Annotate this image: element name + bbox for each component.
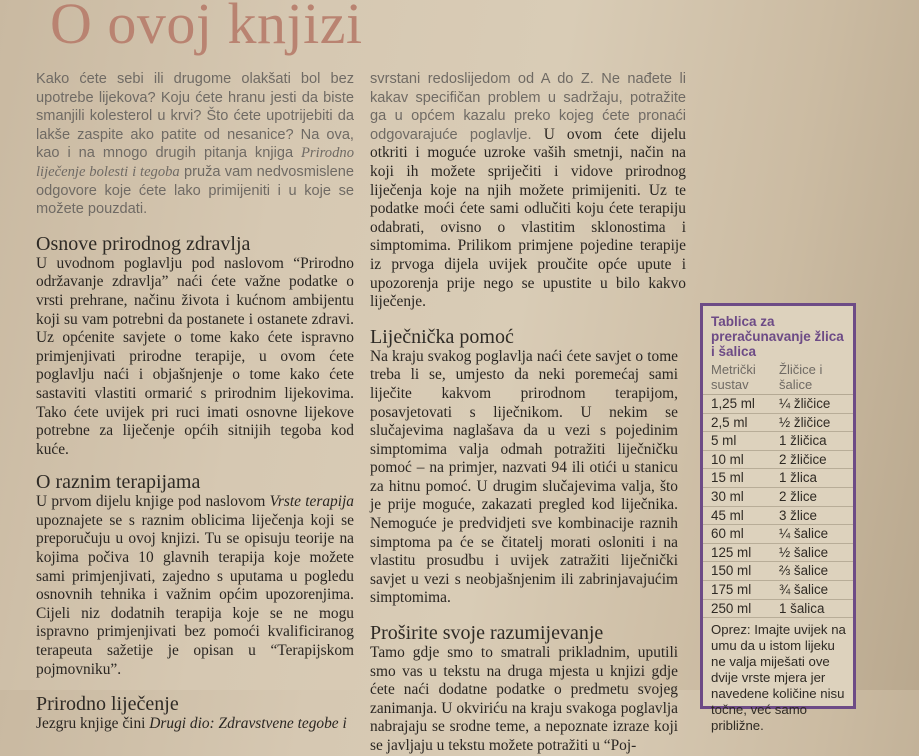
table-row	[703, 432, 853, 451]
table-row	[703, 414, 853, 433]
body-prosirite: Tamo gdje smo to smatrali prikladnim, uputili smo vas u tekstu na druga mjesta u knjizi gdje ćete naći dodatne podatke o predmetu svojeg zanimanja. U okviriću na kraju svakoga poglavlja nabrajaju se srodne teme, a nepoznate izraze koji se javljaju u tekstu možete potražiti u “Poj-	[370, 644, 678, 754]
heading-terapije: O raznim terapijama	[36, 471, 201, 494]
table-row	[703, 469, 853, 488]
body-continued	[370, 70, 686, 312]
spoon-value: ¼ žličice	[779, 396, 831, 411]
table-row	[703, 507, 853, 526]
terapije-em: Vrste terapija	[269, 493, 354, 511]
page-title: O ovoj knjizi	[50, 0, 363, 56]
terapije-text: U prvom dijelu knjige pod naslovom	[36, 493, 270, 511]
metric-value: 45 ml	[711, 507, 744, 523]
body-osnove: U uvodnom poglavlju pod naslovom “Prirodno održavanje zdravlja” naći ćete važne podatke o vrsti prehrane, načinu života i kućnom ambijentu koji su vam potrebni da postanete i ostanete zdravi. Uz općenite savjete o tome kako ćete ispravno primjenjivati prirodne terapije, u ovom ćete poglavlju naći i objašnjenje o tome kako ćete sastaviti vlastiti ormarić s prirodnim lijekovima. Tako ćete uvijek pri ruci imati osnovne lijekove potrebne za liječenje općih sitnijih tegoba kod kuće.	[36, 254, 354, 458]
conversion-table-note: Oprez: Imajte uvijek na umu da u istom lijeku ne valja miješati ove dvije vrste mjera jer navedene količine nisu točne, već samo približne.	[711, 622, 846, 734]
left-column	[36, 70, 354, 734]
table-row	[703, 525, 853, 544]
intro-text-end: pruža vam nedvosmislene odgovore koje ćete lako primijeniti i u koje se možete pouzdati.	[36, 163, 354, 218]
metric-value: 175 ml	[711, 581, 752, 597]
spoon-value: 2 žličice	[779, 451, 827, 467]
conversion-table-header	[703, 362, 853, 395]
spoon-value: 2 žlice	[779, 488, 817, 504]
continued-text: U ovom ćete dijelu otkriti i moguće uzroke vaših smetnji, način na koji ih možete spriječiti i vidove prirodnog liječenja koje na njih možete primijeniti. Uz te podatke moći ćete sami odlučiti koju ćete terapiju odabrati, ovisno o vlastitim sklonostima i simptomima. Prilikom primjene pojedine terapije iz prvoga dijela uvijek proučite opće upute i upozorenja prije nego se upustite u bilo kakvo liječenje.	[370, 125, 687, 311]
heading-pomoc: Liječnička pomoć	[370, 325, 514, 348]
intro-text: Kako ćete sebi ili drugome olakšati bol bez upotrebe lijekova? Koju ćete hranu jesti da biste smanjili kolesterol u krvi? Što ćete upotrijebiti da lakše zaspite ako patite od nesanice? Na ova, kao i na mnogo drugih pitanja knjiga	[36, 71, 354, 162]
continued-muted-text: svrstani redoslijedom od A do Z. Ne nađete li kakav specifičan problem u sadržaju, potražite ga u općem kazalu preko kojeg ćete pronaći odgovarajuće poglavlje.	[370, 71, 686, 143]
intro-paragraph	[36, 70, 354, 219]
heading-prirodno: Prirodno liječenje	[36, 693, 179, 716]
metric-value: 250 ml	[711, 600, 752, 616]
spoon-value: ½ šalice	[779, 544, 829, 560]
table-row	[703, 488, 853, 507]
conversion-table-box	[700, 303, 856, 734]
middle-column	[370, 70, 686, 756]
table-row	[703, 395, 853, 414]
spoon-value: 1 žličica	[779, 433, 827, 449]
heading-prosirite: Proširite svoje razumijevanje	[370, 622, 604, 645]
spoon-value: ¾ šalice	[779, 581, 829, 597]
heading-osnove: Osnove prirodnog zdravlja	[36, 232, 251, 255]
body-prirodno	[36, 715, 354, 734]
prirodno-em: Drugi dio: Zdravstvene tegobe i	[149, 715, 347, 733]
spoon-value: 3 žlice	[779, 507, 817, 523]
table-row	[703, 600, 853, 619]
table-row	[703, 544, 853, 563]
metric-value: 125 ml	[711, 544, 752, 560]
conversion-table-rows	[703, 395, 853, 618]
metric-value: 15 ml	[711, 470, 744, 486]
metric-value: 30 ml	[711, 488, 744, 504]
metric-value: 5 ml	[711, 433, 737, 449]
metric-value: 10 ml	[711, 451, 744, 467]
metric-value: 150 ml	[711, 563, 752, 579]
conversion-table-title: Tablica za preračunavanje žlica i šalica	[711, 314, 844, 359]
metric-value: 2,5 ml	[711, 414, 748, 430]
book-title: Prirodno liječenje bolesti i tegoba	[36, 145, 354, 180]
spoon-value: ¼ šalice	[779, 526, 829, 542]
terapije-text-end: upoznajete se s raznim oblicima liječenja koji se preporučuju u ovoj knjizi. Tu se opisuju teorije na kojima počiva 10 glavnih terapija koje možete sami primjenjivati, zajedno s uputama u pogledu osnovnih tehnika i važnim općim upozorenjima. Cijeli niz dodatnih terapija koje se ne mogu ispravno primjenjivati bez pomoći kvalificiranog terapeuta sažetije je opisan u “Terapijskom pojmovniku”.	[36, 511, 354, 678]
header-spoons: Žličice i šalice	[779, 362, 823, 392]
spoon-value: 1 žlica	[779, 470, 817, 486]
metric-value: 1,25 ml	[711, 396, 755, 411]
body-pomoc: Na kraju svakog poglavlja naći ćete savjet o tome treba li se, umjesto da neki poremećaj sami liječite kakvom prirodnom terapijom, posavjetovati s liječnikom. U nekim se slučajevima naglašava da u vezi s pojedinim simptomima valja odmah potražiti liječničku pomoć – na primjer, nazvati 94 ili otići u stanicu za hitnu pomoć. U drugim slučajevima valja, što je prije moguće, zakazati pregled kod liječnika. Nemoguće je predvidjeti sve kombinacije raznih simptoma pa će se čitatelj morati osloniti i na vlastitu prosudbu i uvijek zatražiti liječnički savjet u vezi s neobjašnjenim ili zabrinjavajućim simptomima.	[370, 347, 678, 607]
spoon-value: 1 šalica	[779, 600, 825, 616]
prirodno-text: Jezgru knjige čini	[36, 715, 150, 733]
table-row	[703, 581, 853, 600]
spoon-value: ½ žličice	[779, 414, 831, 430]
header-metric: Metrički sustav	[711, 362, 756, 392]
metric-value: 60 ml	[711, 526, 744, 542]
body-terapije	[36, 493, 354, 679]
table-row	[703, 451, 853, 470]
table-row	[703, 562, 853, 581]
spoon-value: ⅔ šalice	[779, 563, 829, 579]
